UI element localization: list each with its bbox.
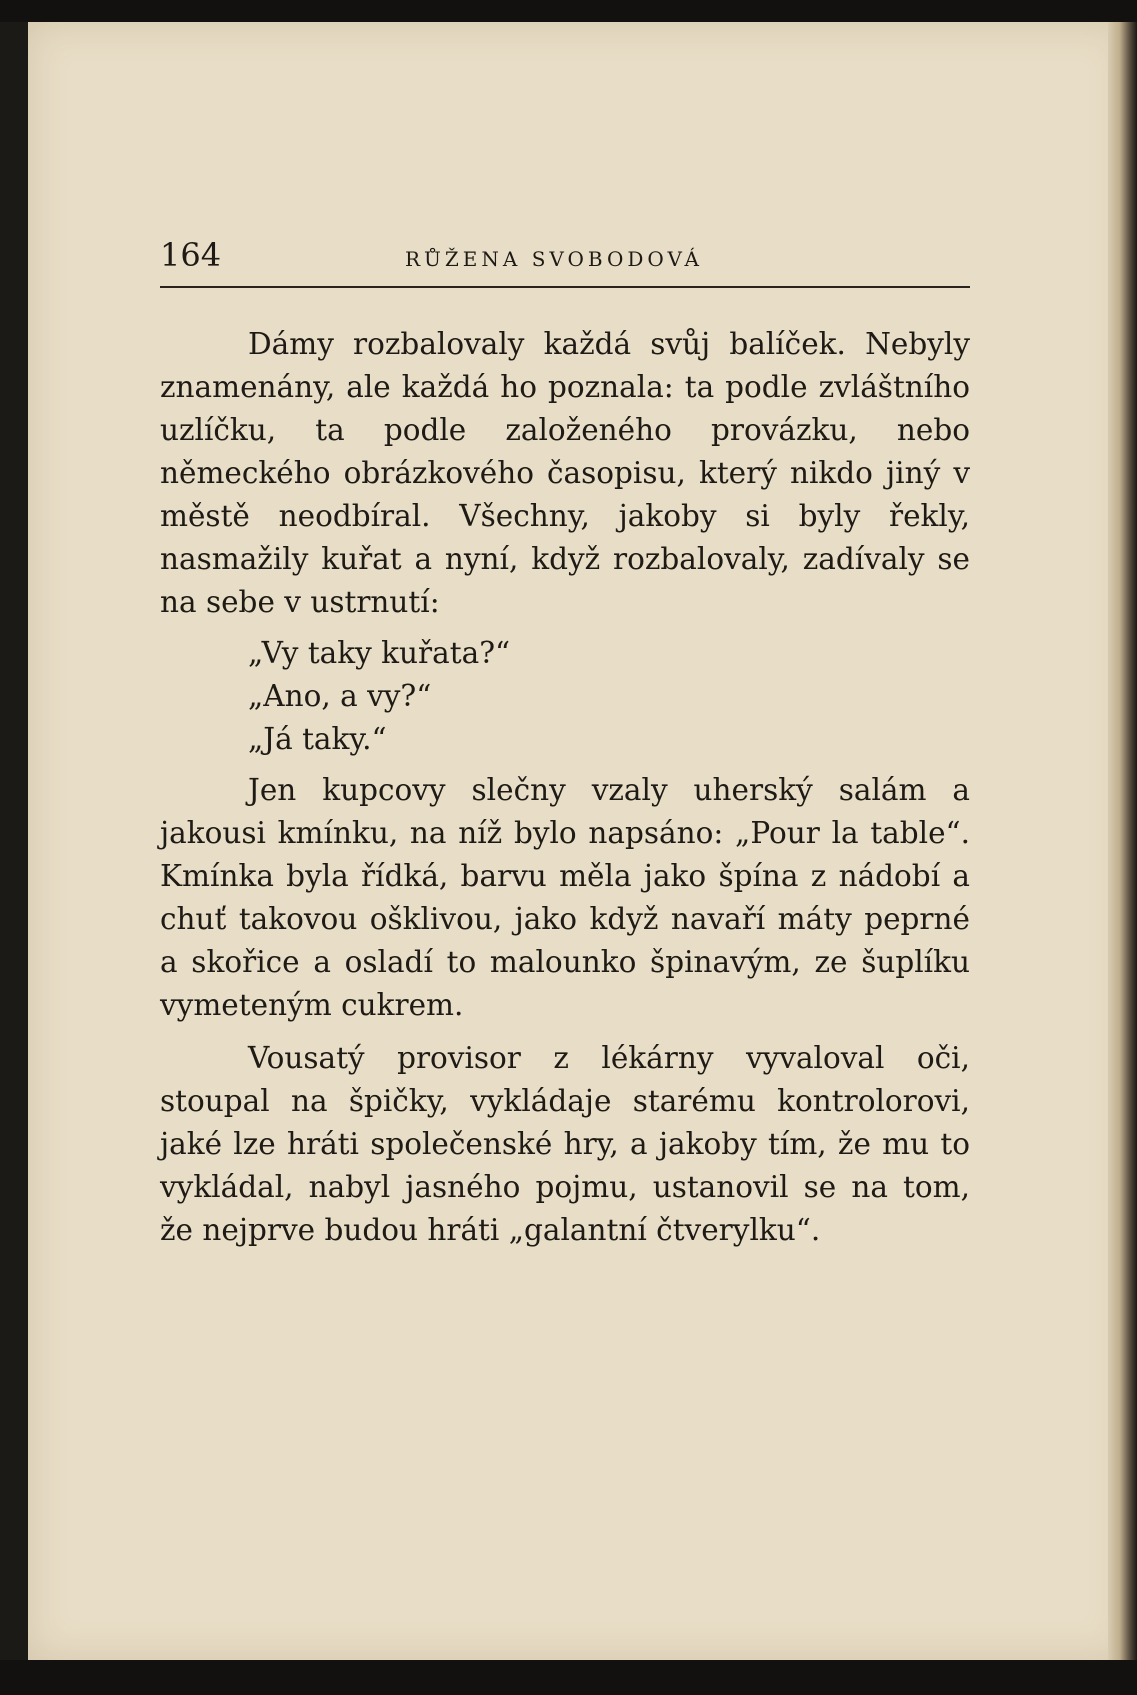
scan-bottom-edge (0, 1660, 1137, 1695)
paragraph-spacer (160, 1027, 970, 1037)
header-rule (160, 286, 970, 288)
paragraph-1: Dámy rozbalovaly každá svůj balíček. Nebyly znamenány, ale každá ho poznala: ta podle zvláštního uzlíčku, ta podle založeného provázku, nebo německého obrázkového časopisu, který nikdo jiný v městě neodbíral. Všechny, jakoby si byly řekly, nasmažily kuřat a nyní, když rozbalovaly, zadívaly se na sebe v ustrnutí: (160, 327, 970, 619)
paragraph-3: Vousatý provisor z lékárny vyvaloval oči, stoupal na špičky, vykládaje starému kontrolorovi, jaké lze hráti společenské hry, a jakoby tím, že mu to vykládal, nabyl jasného pojmu, ustanovil se na tom, že nejprve budou hráti „galantní čtverylku“. (160, 1041, 970, 1247)
paragraph-2: Jen kupcovy slečny vzaly uherský salám a jakousi kmínku, na níž bylo napsáno: „Pour la table“. Kmínka byla řídká, barvu měla jako špína z nádobí a chuť takovou ošklivou, jako když navaří máty peprné a skořice a osladí to malounko špinavým, ze šuplíku vymeteným cukrem. (160, 773, 970, 1022)
scan-top-edge (0, 0, 1137, 22)
page-binding-edge (1108, 22, 1137, 1660)
dialogue-line-1: „Vy taky kuřata?“ (248, 636, 511, 670)
dialogue-block (160, 632, 970, 761)
dialogue-line-2: „Ano, a vy?“ (248, 679, 432, 713)
page-content (160, 235, 970, 1252)
page-number: 164 (160, 236, 222, 274)
page-header (160, 235, 970, 287)
body-text (160, 323, 970, 1252)
dialogue-line-3: „Já taky.“ (248, 722, 387, 756)
running-head-author: RŮŽENA SVOBODOVÁ (405, 247, 703, 271)
